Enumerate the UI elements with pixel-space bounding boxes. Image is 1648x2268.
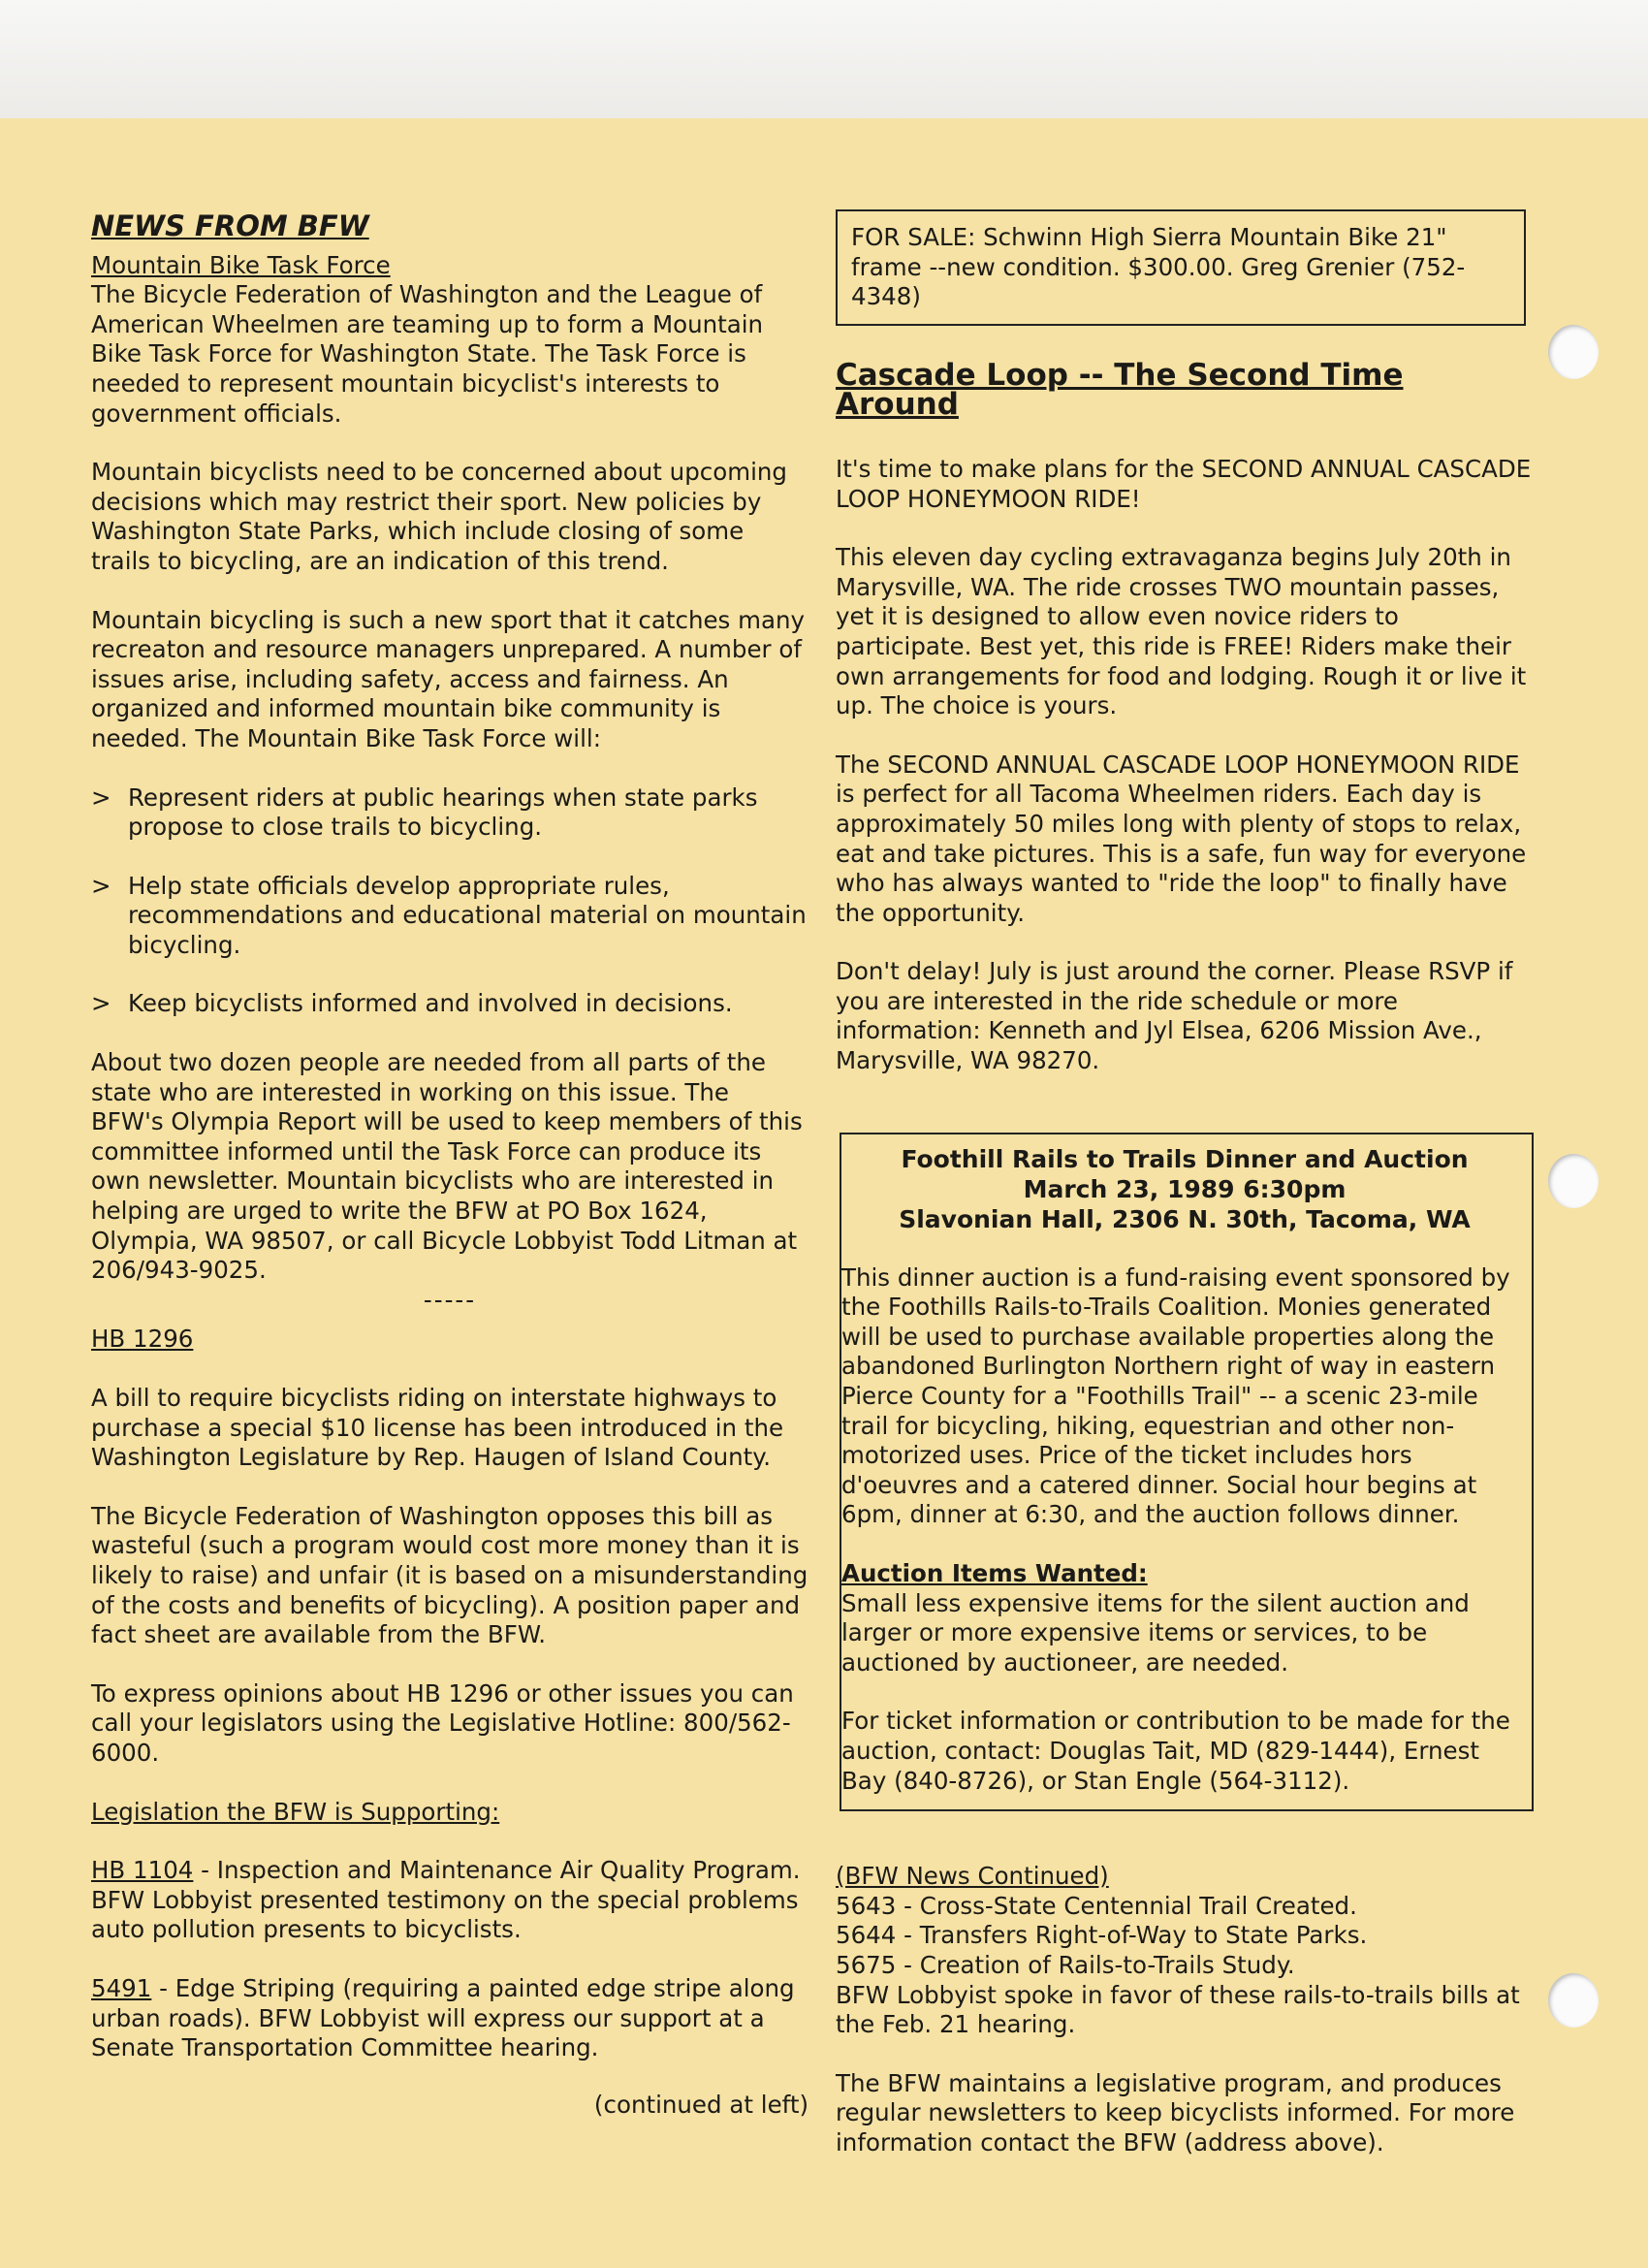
scanner-background (0, 0, 1648, 118)
foothill-event-box (840, 1133, 1534, 1812)
cascade-paragraph-3: The SECOND ANNUAL CASCADE LOOP HONEYMOON RIDE is perfect for all Tacoma Wheelmen riders. Each day is approximately 50 miles long with plenty of stops to relax, eat and take pictures. This is a safe, fun way for everyone who has always wanted to "ride the loop" to finally have the opportunity. (836, 750, 1527, 927)
bill-5644: 5644 - Transfers Right-of-Way to State Parks. (836, 1921, 1368, 1950)
bill-5675: 5675 - Creation of Rails-to-Trails Study. (836, 1950, 1295, 1979)
bullet-item (91, 989, 808, 1019)
task-force-paragraph-3: Mountain bicycling is such a new sport that it catches many recreaton and resource managers unprepared. A number of issues arise, including safety, access and fairness. An organized and informed mountain bike community is needed. The Mountain Bike Task Force will: (91, 605, 806, 752)
ticket-contact-text: For ticket information or contribution to be made for the auction, contact: Douglas Tait, MD (829-1444), Ernest Bay (840-8726), or Stan Engle (564-3112). (841, 1707, 1510, 1795)
bullet-text: Represent riders at public hearings when state parks propose to close trails to bicycling. (128, 783, 758, 842)
foothill-event-date: March 23, 1989 6:30pm (1023, 1174, 1347, 1203)
hb1296-title: HB 1296 (91, 1325, 194, 1354)
foothill-event-location: Slavonian Hall, 2306 N. 30th, Tacoma, WA (899, 1204, 1471, 1233)
s5491-number: 5491 (91, 1973, 152, 2002)
hb1296-paragraph-2: The Bicycle Federation of Washington opposes this bill as wasteful (such a program would cost more money than it is likely to raise) and unfair (it is based on a misunderstanding of the costs and benefits of bicycling). A position paper and fact sheet are available from the BFW. (91, 1501, 808, 1649)
bullet-text: Keep bicyclists informed and involved in decisions. (128, 989, 733, 1018)
bullet-item (91, 872, 808, 961)
hb1104-item (91, 1856, 808, 1945)
cascade-paragraph-4: Don't delay! July is just around the corner. Please RSVP if you are interested in the ride schedule or more information: Kenneth and Jyl Elsea, 6206 Mission Ave., Marysville, WA 98270. (836, 957, 1513, 1075)
cascade-paragraph-1: It's time to make plans for the SECOND ANNUAL CASCADE LOOP HONEYMOON RIDE! (836, 454, 1532, 513)
s5491-item (91, 1974, 808, 2063)
binder-hole-middle (1548, 1154, 1599, 1208)
bullet-mark: > (91, 871, 111, 900)
task-force-paragraph-4: About two dozen people are needed from all parts of the state who are interested in working on this issue. The BFW's Olympia Report will be used to keep members of this committee informed until the Task Force can produce its own newsletter. Mountain bicyclists who are interested in helping are urged to write the BFW at PO Box 1624, Olympia, WA 98507, or call Bicycle Lobbyist Todd Litman at 206/943-9025. (91, 1048, 803, 1285)
right-column (836, 209, 1534, 2188)
auction-items-title: Auction Items Wanted: (841, 1559, 1148, 1587)
binder-hole-bottom (1548, 1973, 1599, 2028)
bullet-item (91, 783, 808, 843)
hb1296-paragraph-1: A bill to require bicyclists riding on interstate highways to purchase a special $10 license has been introduced in the Washington Legislature by Rep. Haugen of Island County. (91, 1384, 784, 1472)
task-force-title: Mountain Bike Task Force (91, 250, 391, 279)
bill-5643: 5643 - Cross-State Centennial Trail Created. (836, 1891, 1357, 1920)
for-sale-text: FOR SALE: Schwinn High Sierra Mountain Bike 21" frame --new condition. $300.00. Greg Grenier (752-4348) (851, 223, 1466, 311)
auction-items-text: Small less expensive items for the silent auction and larger or more expensive items or services, to be auctioned by auctioneer, are needed. (841, 1588, 1470, 1677)
bullet-text: Help state officials develop appropriate rules, recommendations and educational material on mountain bicycling. (128, 871, 807, 959)
hb1104-text: - Inspection and Maintenance Air Quality Program. BFW Lobbyist presented testimony on the special problems auto pollution presents to bicyclists. (91, 1856, 801, 1944)
bullet-mark: > (91, 989, 111, 1018)
foothill-description: This dinner auction is a fund-raising event sponsored by the Foothills Rails-to-Trails Coalition. Monies generated will be used to purchase available properties along the abandoned Burlington Northern right of way in eastern Pierce County for a "Foothills Trail" -- a scenic 23-mile trail for bicycling, hiking, equestrian and other non-motorized uses. Price of the ticket includes hors d'oeuvres and a catered dinner. Social hour begins at 6pm, dinner at 6:30, and the auction follows dinner. (841, 1262, 1510, 1529)
section-divider: ----- (423, 1285, 477, 1314)
supporting-title: Legislation the BFW is Supporting: (91, 1797, 500, 1826)
cascade-loop-title: Cascade Loop -- The Second Time Around (836, 357, 1404, 423)
bills-note: BFW Lobbyist spoke in favor of these rails-to-trails bills at the Feb. 21 hearing. (836, 1980, 1520, 2039)
left-column (91, 211, 808, 2120)
foothill-header (841, 1144, 1528, 1234)
hb1104-number: HB 1104 (91, 1856, 194, 1885)
s5491-text: - Edge Striping (requiring a painted edge stripe along urban roads). BFW Lobbyist will express our support at a Senate Transportation Committee hearing. (91, 1973, 795, 2062)
continued-note: (continued at left) (593, 2090, 808, 2119)
task-force-paragraph-2: Mountain bicyclists need to be concerned about upcoming decisions which may restrict their sport. New policies by Washington State Parks, which include closing of some trails to bicycling, are an indication of this trend. (91, 458, 787, 575)
binder-hole-top (1548, 325, 1599, 379)
cascade-paragraph-2: This eleven day cycling extravaganza begins July 20th in Marysville, WA. The ride crosses TWO mountain passes, yet it is designed to allow even novice riders to participate. Best yet, this ride is FREE! Riders make their own arrangements for food and lodging. Rough it or live it up. The choice is yours. (836, 543, 1527, 720)
bfw-continued-title: (BFW News Continued) (836, 1862, 1109, 1891)
task-force-paragraph-1: The Bicycle Federation of Washington and the League of American Wheelmen are teaming up to form a Mountain Bike Task Force for Washington State. The Task Force is needed to represent mountain bicyclist's interests to government officials. (91, 280, 764, 428)
hb1296-paragraph-3: To express opinions about HB 1296 or other issues you can call your legislators using the Legislative Hotline: 800/562-6000. (91, 1678, 794, 1767)
section-heading-news: NEWS FROM BFW (91, 209, 369, 242)
for-sale-box (836, 209, 1526, 326)
closing-paragraph: The BFW maintains a legislative program, and produces regular newsletters to keep bicyclists informed. For more information contact the BFW (address above). (836, 2068, 1515, 2156)
bullet-mark: > (91, 783, 111, 812)
foothill-event-title: Foothill Rails to Trails Dinner and Auction (901, 1144, 1469, 1173)
